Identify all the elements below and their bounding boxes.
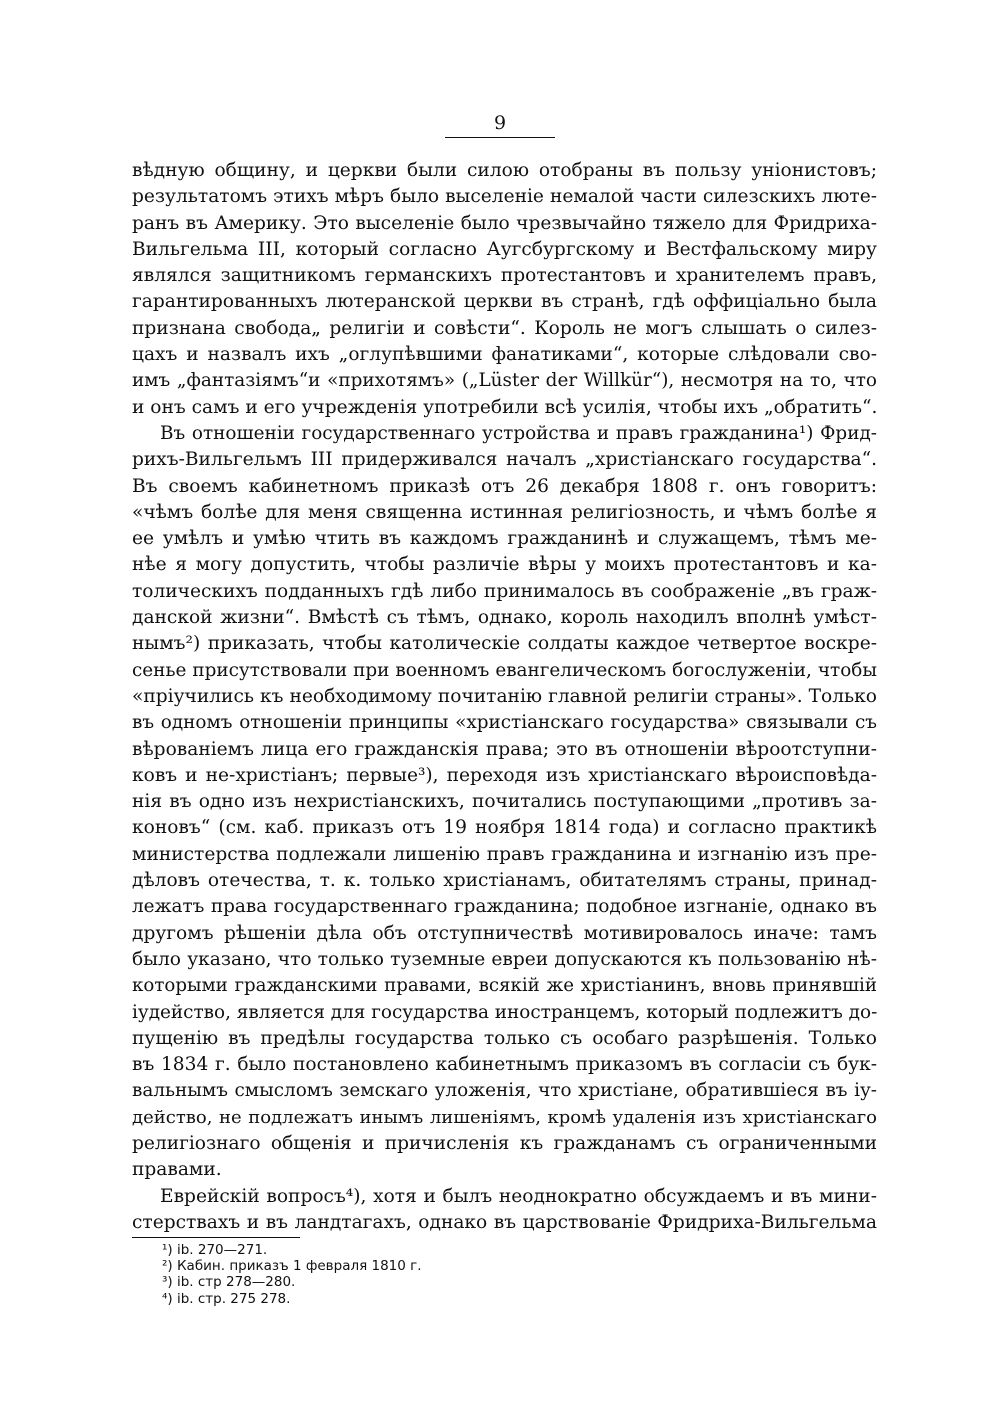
text-line: дѣловъ отечества, т. к. только христіанамъ, обитателямъ страны, принад- [132,870,877,892]
text-line: ковъ и не-христіанъ; первые³), переходя изъ христіанскаго вѣроисповѣда- [132,764,877,786]
text-line: и онъ самъ и его учрежденія употребили всѣ усилія, чтобы ихъ „обратить“. [132,396,877,418]
text-line: другомъ рѣшеніи дѣла объ отступничествѣ мотивировалось иначе: тамъ [132,922,877,944]
text-line: стерствахъ и въ ландтагахъ, однако въ царствованіе Фридриха-Вильгельма [132,1211,877,1233]
text-line: нія въ одно изъ нехристіанскихъ, почитались поступающими „противъ за- [132,791,877,813]
text-line: гарантированныхъ лютеранской церкви въ странѣ, гдѣ оффиціально была [132,291,877,313]
paragraph-start: Еврейскій вопросъ⁴), хотя и былъ неоднократно обсуждаемъ и въ мини- [160,1185,877,1207]
text-line: пущенію въ предѣлы государства только съ особаго разрѣшенія. Только [132,1027,877,1049]
text-line: Вильгельма III, который согласно Аугсбургскому и Вестфальскому миру [132,238,877,260]
footnote-rule [132,1237,300,1238]
text-line: сенье присутствовали при военномъ евангелическомъ богослуженіи, чтобы [132,659,877,681]
text-line: министерства подлежали лишенію правъ гражданина и изгнанію изъ пре- [132,843,877,865]
text-line: въ 1834 г. было постановлено кабинетнымъ приказомъ въ согласіи съ бук- [132,1054,877,1076]
text-line: «пріучились къ необходимому почитанію главной религіи страны». Только [132,685,877,707]
text-line: «чѣмъ болѣе для меня священна истинная религіозность, и чѣмъ болѣе я [132,501,877,523]
text-line: Въ своемъ кабинетномъ приказѣ отъ 26 декабря 1808 г. онъ говоритъ: [132,475,877,497]
footnote: ⁴) ib. стр. 275 278. [162,1290,291,1307]
text-line: іудейство, является для государства иностранцемъ, который подлежитъ до- [132,1001,877,1023]
text-line: рихъ-Вильгельмъ III придерживался началъ „христіанскаго государства“. [132,449,877,471]
footnote: ³) ib. стр 278—280. [162,1274,296,1291]
text-line: коновъ“ (см. каб. приказъ отъ 19 ноября 1814 года) и согласно практикѣ [132,817,877,839]
text-line: нѣе я могу допустить, чтобы различіе вѣры у моихъ протестантовъ и ка- [132,554,877,576]
text-line: действо, не подлежатъ инымъ лишеніямъ, кромѣ удаленія изъ христіанскаго [132,1106,877,1128]
text-line: вальнымъ смысломъ земскаго уложенія, что христіане, обратившіеся въ іу- [132,1080,877,1102]
text-line: цахъ и назвалъ ихъ „оглупѣвшими фанатиками“, которые слѣдовали сво- [132,344,877,366]
text-line: лежатъ права государственнаго гражданина; подобное изгнаніе, однако въ [132,896,877,918]
text-line: ее умѣлъ и умѣю чтить въ каждомъ гражданинѣ и служащемъ, тѣмъ ме- [132,528,877,550]
paragraph-start: Въ отношеніи государственнаго устройства и правъ гражданина¹) Фрид- [160,422,877,444]
text-line: имъ „фантазіямъ“и «прихотямъ» („Lüster der Willkür“), несмотря на то, что [132,370,877,392]
text-line: результатомъ этихъ мѣръ было выселеніе немалой части силезскихъ люте- [132,186,877,208]
footnotes [162,1242,422,1307]
page-number: 9 [493,112,507,134]
text-line: нымъ²) приказать, чтобы католическіе солдаты каждое четвертое воскре- [132,633,877,655]
footnote: ²) Кабин. приказъ 1 февраля 1810 г. [162,1258,422,1275]
text-line: которыми гражданскими правами, всякій же христіанинъ, вновь принявшій [132,975,877,997]
text-line: правами. [132,1159,222,1181]
text-line: данской жизни“. Вмѣстѣ съ тѣмъ, однако, король находилъ вполнѣ умѣст- [132,607,877,629]
text-line: вѣдную общину, и церкви были силою отобраны въ пользу уніонистовъ; [132,160,877,181]
text-line: ранъ въ Америку. Это выселеніе было чрезвычайно тяжело для Фридриха- [132,212,877,234]
text-line: было указано, что только туземные евреи допускаются къ пользованію нѣ- [132,948,877,970]
text-line: признана свобода„ религіи и совѣсти“. Король не могъ слышать о силез- [132,317,877,339]
body-text [132,158,877,1236]
header-rule [445,137,555,138]
text-line: въ одномъ отношеніи принципы «христіанскаго государства» связывали съ [132,712,877,734]
footnote: ¹) ib. 270—271. [162,1242,268,1258]
text-line: вѣрованіемъ лица его гражданскія права; это въ отношеніи вѣроотступни- [132,738,877,760]
text-line: религіознаго общенія и причисленія къ гражданамъ съ ограниченными [132,1132,877,1154]
text-line: толическихъ подданныхъ гдѣ либо принималось въ соображеніе „въ граж- [132,580,877,602]
text-line: являлся защитникомъ германскихъ протестантовъ и хранителемъ правъ, [132,265,877,287]
